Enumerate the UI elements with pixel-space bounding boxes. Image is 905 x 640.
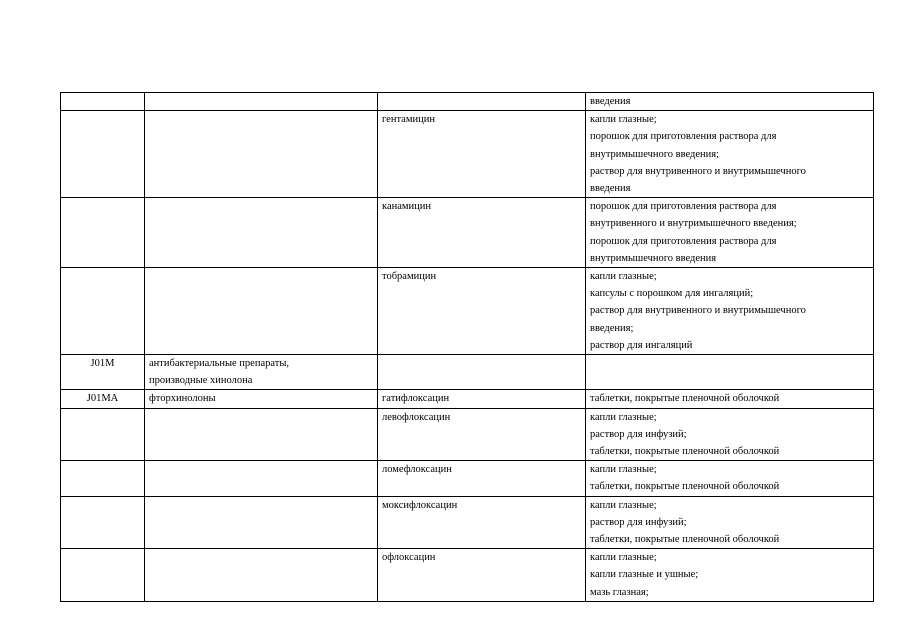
dosage-form-line: внутримышечного введения: [590, 252, 717, 264]
atc-code-cell: [61, 93, 145, 111]
table-row: [61, 549, 874, 602]
dosage-form-line: капли глазные;: [590, 271, 657, 283]
dosage-form-line: внутримышечного введения;: [590, 148, 720, 160]
group-name-cell: [145, 198, 378, 268]
dosage-forms-cell: [586, 268, 874, 355]
dosage-forms-cell: [586, 496, 874, 549]
drug-name-cell: гатифлоксацин: [378, 390, 586, 408]
table-row: [61, 496, 874, 549]
table-body: [61, 93, 874, 602]
dosage-form-line: порошок для приготовления раствора для: [590, 201, 777, 213]
table-row: [61, 461, 874, 496]
atc-code-cell: [61, 268, 145, 355]
dosage-form-line: таблетки, покрытые пленочной оболочкой: [590, 534, 780, 546]
dosage-forms-cell: [586, 111, 874, 198]
dosage-form-line: капсулы с порошком для ингаляций;: [590, 288, 754, 300]
group-name-cell: [145, 268, 378, 355]
table-row: [61, 268, 874, 355]
dosage-forms-cell: [586, 461, 874, 496]
dosage-forms-cell: [586, 355, 874, 390]
dosage-forms-cell: [586, 549, 874, 602]
drug-table: [60, 92, 874, 602]
drug-name-cell: офлоксацин: [378, 549, 586, 602]
dosage-form-line: раствор для внутривенного и внутримышечного: [590, 305, 806, 317]
dosage-form-line: раствор для инфузий;: [590, 516, 687, 528]
dosage-forms-cell: [586, 198, 874, 268]
group-name-line: фторхинолоны: [149, 393, 216, 405]
group-name-cell: [145, 111, 378, 198]
dosage-forms-cell: [586, 93, 874, 111]
atc-code-cell: J01M: [61, 355, 145, 390]
dosage-form-line: капли глазные;: [590, 464, 657, 476]
group-name-cell: [145, 93, 378, 111]
group-name-cell: [145, 549, 378, 602]
dosage-form-line: капли глазные и ушные;: [590, 569, 699, 581]
dosage-forms-cell: [586, 390, 874, 408]
atc-code-cell: [61, 198, 145, 268]
group-name-line: антибактериальные препараты,: [149, 358, 290, 370]
dosage-form-line: раствор для внутривенного и внутримышечного: [590, 165, 806, 177]
dosage-form-line: введения;: [590, 322, 634, 334]
dosage-form-line: раствор для ингаляций: [590, 339, 693, 351]
dosage-form-line: капли глазные;: [590, 552, 657, 564]
dosage-form-line: порошок для приготовления раствора для: [590, 235, 777, 247]
dosage-form-line: капли глазные;: [590, 114, 657, 126]
group-name-line: производные хинолона: [149, 375, 253, 387]
atc-code-cell: J01MA: [61, 390, 145, 408]
drug-name-cell: левофлоксацин: [378, 408, 586, 461]
drug-name-cell: гентамицин: [378, 111, 586, 198]
dosage-form-line: мазь глазная;: [590, 586, 649, 598]
drug-name-cell: [378, 355, 586, 390]
drug-name-cell: тобрамицин: [378, 268, 586, 355]
drug-name-cell: [378, 93, 586, 111]
table-row: [61, 93, 874, 111]
dosage-form-line: капли глазные;: [590, 411, 657, 423]
table-row: [61, 390, 874, 408]
drug-name-cell: ломефлоксацин: [378, 461, 586, 496]
drug-name-cell: моксифлоксацин: [378, 496, 586, 549]
dosage-form-line: раствор для инфузий;: [590, 428, 687, 440]
dosage-form-line: введения: [590, 96, 631, 107]
dosage-form-line: капли глазные;: [590, 499, 657, 511]
dosage-form-line: таблетки, покрытые пленочной оболочкой: [590, 446, 780, 458]
table-row: [61, 198, 874, 268]
group-name-cell: [145, 461, 378, 496]
table-row: [61, 355, 874, 390]
dosage-form-line: внутривенного и внутримышечного введения;: [590, 218, 797, 230]
group-name-cell: [145, 496, 378, 549]
table-row: [61, 111, 874, 198]
dosage-form-line: введения: [590, 183, 631, 195]
dosage-forms-cell: [586, 408, 874, 461]
group-name-cell: [145, 408, 378, 461]
atc-code-cell: [61, 111, 145, 198]
dosage-form-line: таблетки, покрытые пленочной оболочкой: [590, 481, 780, 493]
atc-code-cell: [61, 408, 145, 461]
table-row: [61, 408, 874, 461]
dosage-form-line: таблетки, покрытые пленочной оболочкой: [590, 393, 780, 405]
drug-name-cell: канамицин: [378, 198, 586, 268]
atc-code-cell: [61, 549, 145, 602]
group-name-cell: [145, 390, 378, 408]
atc-code-cell: [61, 496, 145, 549]
group-name-cell: [145, 355, 378, 390]
dosage-form-line: порошок для приготовления раствора для: [590, 131, 777, 143]
atc-code-cell: [61, 461, 145, 496]
